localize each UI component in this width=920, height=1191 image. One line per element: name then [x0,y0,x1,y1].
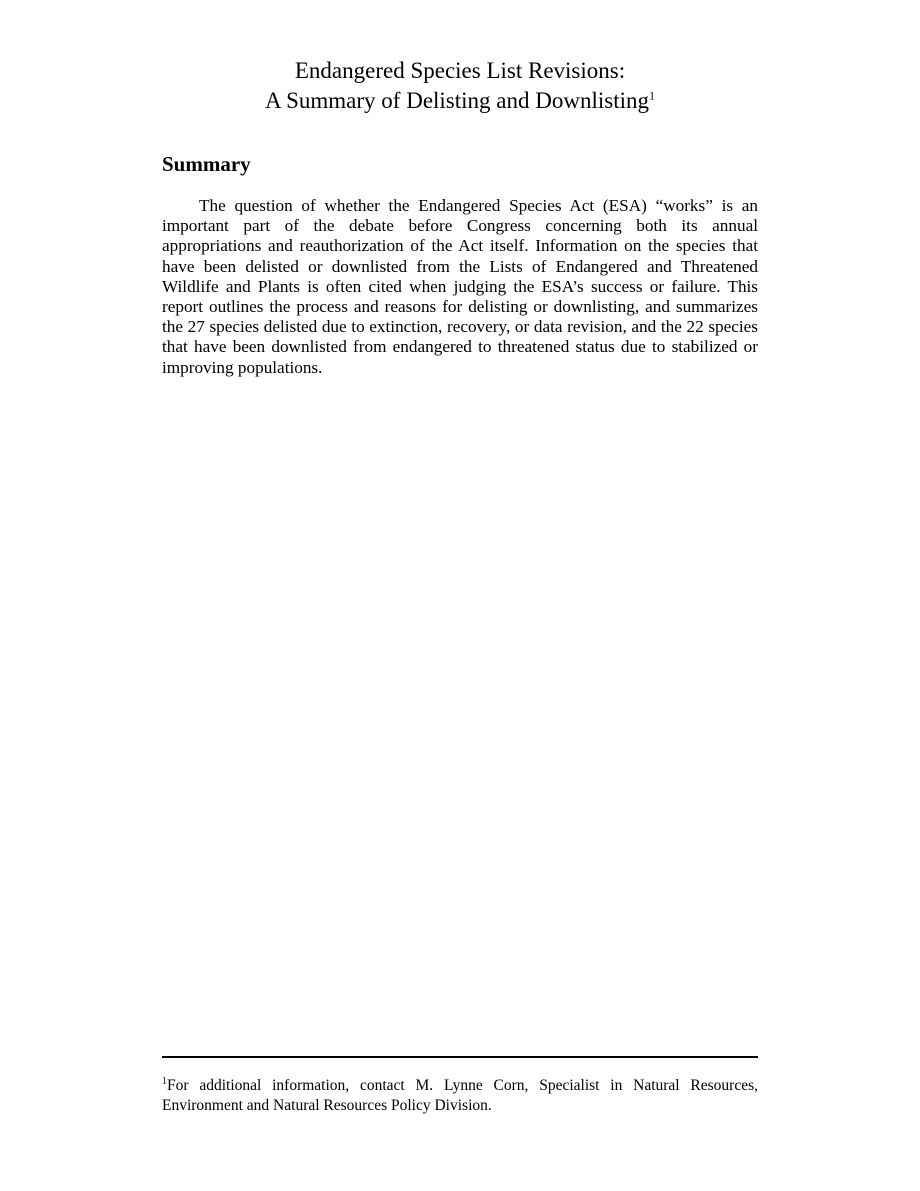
title-line-2 [0,86,920,116]
title-line-1: Endangered Species List Revisions: [294,58,626,83]
document-title [0,56,920,116]
title-footnote-marker[interactable]: 1 [648,88,655,103]
summary-paragraph: The question of whether the Endangered Species Act (ESA) “works” is an important part of the debate before Congress concerning both its annual appropriations and reauthorization of the Act itself. Information on the species that have been delisted or downlisted from the Lists of Endangered and Threatened Wildlife and Plants is often cited when judging the ESA’s success or failure. This report outlines the process and reasons for delisting or downlisting, and summarizes the 27 species delisted due to extinction, recovery, or data revision, and the 22 species that have been downlisted from endangered to threatened status due to stabilized or improving populations. [162,196,758,377]
footnote-divider [162,1056,758,1058]
footnote-marker: 1 [162,1075,167,1087]
footnote [162,1076,758,1116]
title-line-2-text: A Summary of Delisting and Downlisting [265,88,649,113]
section-heading-summary: Summary [162,152,251,176]
footnote-text: For additional information, contact M. Lynne Corn, Specialist in Natural Resources, Environment and Natural Resources Policy Division. [162,1077,758,1114]
